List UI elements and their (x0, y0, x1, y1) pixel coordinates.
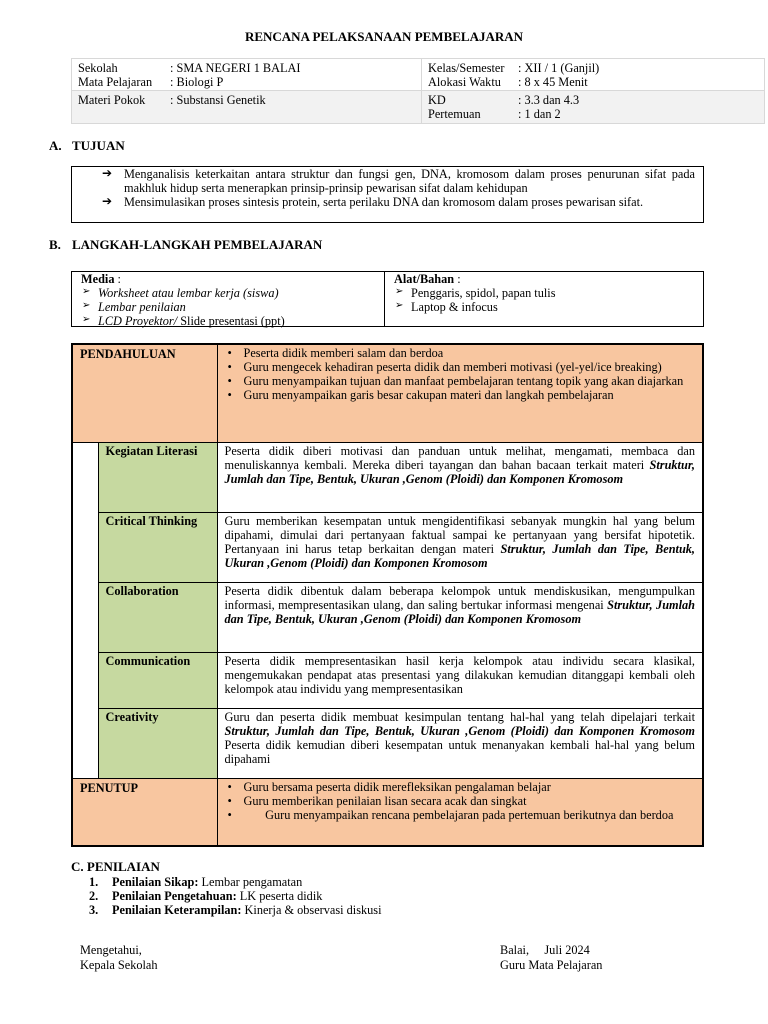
section-c-heading: C. PENILAIAN (71, 859, 160, 874)
kd-label: KD (428, 93, 446, 108)
pendahuluan-content (217, 344, 703, 442)
media-column (72, 272, 385, 329)
media-item (81, 314, 384, 328)
penilaian-num: 3. (89, 903, 99, 917)
alat-item (394, 286, 555, 300)
media-item-text: LCD Proyektor/ (98, 314, 178, 329)
dot-bullet-icon: • (227, 374, 232, 389)
list-item-text: Guru menyampaikan garis besar cakupan materi dan langkah pembelajaran (243, 388, 614, 403)
pendahuluan-row (72, 344, 703, 442)
creativity-row (72, 708, 703, 778)
creativity-label: Creativity (105, 709, 159, 724)
list-item-text: Peserta didik memberi salam dan berdoa (243, 346, 444, 360)
literasi-emphasis: Struktur, Jumlah dan Tipe, Bentuk, Ukuran ,Genom (Ploidi) dan Komponen Kromosom (224, 457, 695, 486)
signature-right (500, 943, 602, 973)
media-heading: Media (81, 272, 115, 286)
critical-emphasis: Struktur, Jumlah dan Tipe, Bentuk, Ukuran ,Genom (Ploidi) dan Komponen Kromosom (224, 541, 696, 570)
sekolah-value: : SMA NEGERI 1 BALAI (170, 61, 301, 75)
penilaian-value: Kinerja & observasi diskusi (241, 903, 382, 917)
alat-item (394, 300, 555, 314)
collaboration-row (72, 582, 703, 652)
dot-bullet-icon: • (227, 360, 232, 375)
creativity-text-after: Peserta didik kemudian diberi kesempatan untuk menanyakan kembali hal-hal yang belum dipahami (224, 737, 695, 766)
collaboration-emphasis: Struktur, Jumlah dan Tipe, Bentuk, Ukuran ,Genom (Ploidi) dan Komponen Kromosom (224, 597, 695, 626)
penilaian-num: 1. (89, 875, 99, 889)
section-a-letter: A. (49, 138, 62, 153)
list-item (227, 346, 696, 360)
collaboration-label-cell (98, 582, 217, 652)
critical-text: Guru memberikan kesempatan untuk mengidentifikasi sebanyak mungkin hal yang belum dipahami, dimulai dari pertanyaan faktual sampai ke pertanyaan yang bersifat hipotetik. Pertanyaan ini harus tetap berkaitan dengan materi (224, 513, 695, 556)
list-item-text: Guru memberikan penilaian lisan secara acak dan singkat (243, 793, 527, 808)
mapel-value: : Biologi P (170, 75, 224, 90)
triangle-bullet-icon: ➢ (82, 300, 91, 312)
pendahuluan-label: PENDAHULUAN (80, 347, 176, 361)
list-item-text: Guru menyampaikan tujuan dan manfaat pembelajaran tentang topik yang akan diajarkan (243, 374, 684, 389)
dot-bullet-icon: • (227, 807, 232, 822)
section-b-title: LANGKAH-LANGKAH PEMBELAJARAN (72, 237, 323, 252)
creativity-label-cell (98, 708, 217, 778)
pertemuan-value: : 1 dan 2 (518, 107, 561, 122)
literasi-label: Kegiatan Literasi (105, 443, 198, 458)
arrow-right-icon: ➔ (102, 194, 113, 209)
alat-item-text: Laptop & infocus (411, 300, 498, 315)
collaboration-label: Collaboration (105, 583, 179, 598)
section-b-letter: B. (49, 237, 61, 252)
dot-bullet-icon: • (227, 346, 232, 360)
list-item (227, 388, 696, 403)
tujuan-item (72, 167, 703, 195)
literasi-text: Peserta didik diberi motivasi dan panduan untuk melihat, mengamati, membaca dan menuliskannya kembali. Mereka diberi tayangan dan bahan bacaan terkait materi (224, 443, 695, 472)
penilaian-label: Penilaian Sikap: (112, 875, 199, 889)
triangle-bullet-icon: ➢ (395, 300, 404, 312)
tujuan-box (71, 166, 704, 223)
tujuan-item (72, 195, 703, 209)
list-item-text: Guru mengecek kehadiran peserta didik dan memberi motivasi (yel-yel/ice breaking) (243, 360, 662, 375)
dot-bullet-icon: • (227, 779, 232, 794)
media-item (81, 300, 384, 314)
page-title: RENCANA PELAKSANAAN PEMBELAJARAN (244, 29, 524, 44)
critical-row (72, 512, 703, 582)
list-item (227, 779, 696, 794)
communication-label-cell (98, 652, 217, 708)
media-item (81, 286, 384, 300)
list-item (227, 807, 696, 822)
list-item (227, 360, 696, 375)
communication-content (217, 652, 703, 708)
kelas-value: : XII / 1 (Ganjil) (518, 61, 600, 75)
dot-bullet-icon: • (227, 793, 232, 808)
tujuan-item-text: Mensimulasikan proses sintesis protein, serta perilaku DNA dan kromosom dalam proses pewarisan sifat. (124, 195, 644, 210)
kd-value: : 3.3 dan 4.3 (518, 93, 580, 108)
communication-row (72, 652, 703, 708)
media-item-text: Worksheet atau lembar kerja (siswa) (98, 286, 279, 301)
alat-column (385, 272, 555, 326)
creativity-content (217, 708, 703, 778)
penilaian-label: Penilaian Pengetahuan: (112, 889, 237, 903)
sekolah-cell (72, 59, 422, 91)
collaboration-text: Peserta didik dibentuk dalam beberapa kelompok untuk mendiskusikan, mengumpulkan informasi, mempresentasikan ulang, dan saling bertukar informasi mengenai (224, 583, 695, 612)
alat-item-text: Penggaris, spidol, papan tulis (411, 286, 556, 301)
list-item (227, 793, 696, 808)
communication-label: Communication (105, 653, 191, 668)
materi-value: : Substansi Genetik (170, 93, 266, 108)
penilaian-item (89, 875, 302, 889)
dot-bullet-icon: • (227, 388, 232, 403)
literasi-row (72, 442, 703, 512)
literasi-content (217, 442, 703, 512)
media-alat-box (71, 271, 704, 327)
list-item-text: Guru bersama peserta didik merefleksikan pengalaman belajar (243, 779, 551, 794)
penilaian-value: Lembar pengamatan (198, 875, 303, 889)
materi-cell (72, 91, 422, 123)
media-item-text: Lembar penilaian (98, 300, 186, 315)
penutup-row (72, 778, 703, 846)
alokasi-value: : 8 x 45 Menit (518, 75, 588, 90)
communication-text: Peserta didik mempresentasikan hasil kerja kelompok atau individu secara klasikal, mengemukakan pendapat atas presentasi yang dilakukan kemudian ditanggapi kembali oleh kelompok atau individu yang mempresentasikan (224, 653, 695, 696)
signature-right-line2: Guru Mata Pelajaran (500, 958, 603, 972)
literasi-label-cell (98, 442, 217, 512)
penilaian-num: 2. (89, 889, 99, 903)
creativity-text: Guru dan peserta didik membuat kesimpulan tentang hal-hal yang telah dipelajari terkait (224, 709, 695, 724)
alat-heading: Alat/Bahan (394, 272, 455, 286)
section-a-title: TUJUAN (72, 138, 125, 153)
kelas-cell (422, 59, 765, 91)
section-b-heading (49, 238, 322, 253)
alat-colon: : (454, 272, 461, 286)
triangle-bullet-icon: ➢ (395, 286, 404, 298)
alokasi-label: Alokasi Waktu (428, 75, 501, 90)
creativity-emphasis: Struktur, Jumlah dan Tipe, Bentuk, Ukuran ,Genom (Ploidi) dan Komponen Kromosom (224, 723, 695, 738)
kelas-label: Kelas/Semester (428, 61, 505, 75)
critical-label: Critical Thinking (105, 513, 198, 528)
list-item-text: Guru menyampaikan rencana pembelajaran pada pertemuan berikutnya dan berdoa (265, 807, 674, 822)
mapel-label: Mata Pelajaran (78, 75, 153, 90)
collaboration-content (217, 582, 703, 652)
penilaian-value: LK peserta didik (236, 889, 323, 903)
arrow-right-icon: ➔ (102, 166, 113, 180)
penutup-label-cell (72, 778, 217, 846)
list-item (227, 374, 696, 389)
kd-cell (422, 91, 765, 123)
signature-right-line1: Balai, Juli 2024 (500, 943, 590, 957)
triangle-bullet-icon: ➢ (82, 286, 91, 298)
signature-left-line2: Kepala Sekolah (80, 958, 158, 972)
media-item-rest: Slide presentasi (ppt) (177, 314, 285, 329)
critical-content (217, 512, 703, 582)
learning-steps-table (71, 343, 704, 847)
penilaian-item (89, 903, 381, 917)
tujuan-item-text: Menganalisis keterkaitan antara struktur dan fungsi gen, DNA, kromosom dalam proses penurunan sifat pada makhluk hidup serta menerapkan prinsip-prinsip pewarisan sifat dalam kehidupan (124, 167, 695, 196)
media-colon: : (114, 272, 121, 286)
penutup-content (217, 778, 703, 846)
section-a-heading (49, 139, 125, 154)
signature-left (80, 943, 158, 973)
inti-spacer-cell (72, 442, 98, 778)
penilaian-item (89, 889, 322, 903)
materi-label: Materi Pokok (78, 93, 146, 108)
penutup-label: PENUTUP (80, 780, 139, 795)
pendahuluan-label-cell (72, 344, 217, 442)
identity-table (71, 58, 765, 124)
triangle-bullet-icon: ➢ (82, 314, 91, 326)
penilaian-label: Penilaian Keterampilan: (112, 903, 242, 917)
pertemuan-label: Pertemuan (428, 107, 481, 122)
sekolah-label: Sekolah (78, 61, 118, 75)
critical-label-cell (98, 512, 217, 582)
signature-left-line1: Mengetahui, (80, 943, 142, 957)
